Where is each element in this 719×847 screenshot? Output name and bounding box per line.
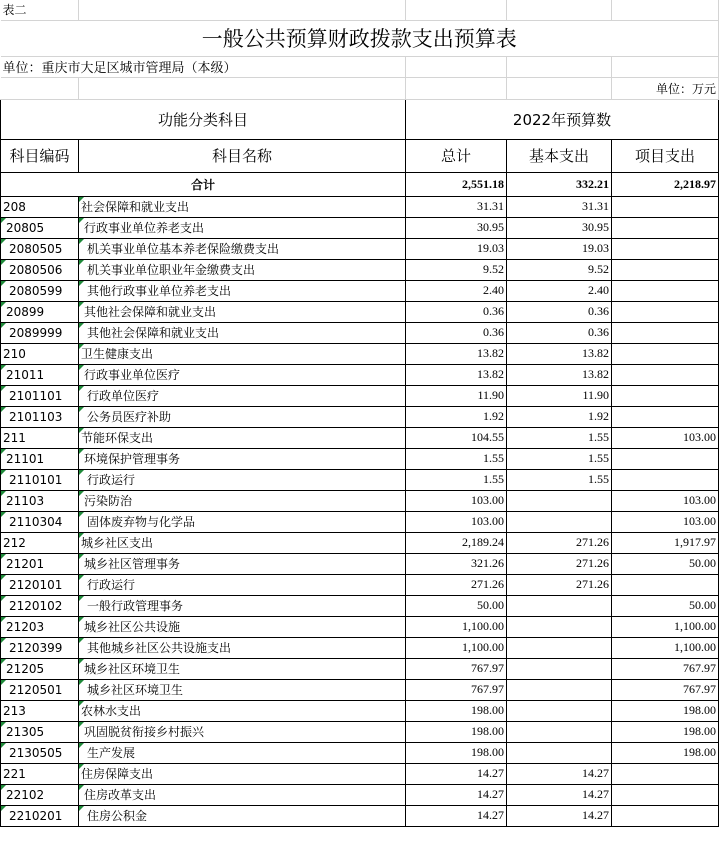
row-project[interactable]	[612, 238, 719, 259]
row-name[interactable]: 一般行政管理事务	[79, 595, 406, 616]
row-name[interactable]: 固体废弃物与化学品	[79, 511, 406, 532]
row-total[interactable]: 321.26	[406, 553, 507, 574]
row-name[interactable]: 城乡社区支出	[79, 532, 406, 553]
row-total[interactable]: 0.36	[406, 322, 507, 343]
row-project[interactable]	[612, 469, 719, 490]
table-row[interactable]	[1, 721, 719, 742]
row-project[interactable]: 50.00	[612, 595, 719, 616]
table-row[interactable]	[1, 259, 719, 280]
row-name[interactable]: 其他城乡社区公共设施支出	[79, 637, 406, 658]
row-basic[interactable]	[507, 679, 612, 700]
row-basic[interactable]: 1.55	[507, 469, 612, 490]
row-project[interactable]	[612, 259, 719, 280]
row-code[interactable]: 21201	[1, 553, 79, 574]
row-basic[interactable]: 13.82	[507, 364, 612, 385]
row-project[interactable]: 103.00	[612, 490, 719, 511]
row-code[interactable]: 2080599	[1, 280, 79, 301]
table-row[interactable]	[1, 742, 719, 763]
row-total[interactable]: 50.00	[406, 595, 507, 616]
row-project[interactable]: 767.97	[612, 679, 719, 700]
row-project[interactable]: 198.00	[612, 721, 719, 742]
row-project[interactable]	[612, 784, 719, 805]
row-code[interactable]: 210	[1, 343, 79, 364]
table-row[interactable]	[1, 679, 719, 700]
row-project[interactable]: 198.00	[612, 742, 719, 763]
table-row[interactable]	[1, 763, 719, 784]
row-total[interactable]: 103.00	[406, 490, 507, 511]
row-basic[interactable]: 9.52	[507, 259, 612, 280]
table-row[interactable]	[1, 553, 719, 574]
row-basic[interactable]: 0.36	[507, 301, 612, 322]
total-label[interactable]: 合计	[1, 172, 406, 196]
row-project[interactable]: 198.00	[612, 700, 719, 721]
row-project[interactable]	[612, 763, 719, 784]
row-code[interactable]: 2101103	[1, 406, 79, 427]
header-name[interactable]: 科目名称	[79, 139, 406, 172]
row-name[interactable]: 城乡社区环境卫生	[79, 679, 406, 700]
row-basic[interactable]	[507, 742, 612, 763]
row-code[interactable]: 21305	[1, 721, 79, 742]
row-code[interactable]: 20805	[1, 217, 79, 238]
table-row[interactable]	[1, 637, 719, 658]
row-basic[interactable]: 1.55	[507, 427, 612, 448]
row-project[interactable]: 50.00	[612, 553, 719, 574]
row-basic[interactable]: 0.36	[507, 322, 612, 343]
table-row[interactable]	[1, 364, 719, 385]
row-code[interactable]: 2101101	[1, 385, 79, 406]
row-name[interactable]: 巩固脱贫衔接乡村振兴	[79, 721, 406, 742]
row-code[interactable]: 2120399	[1, 637, 79, 658]
row-total[interactable]: 0.36	[406, 301, 507, 322]
row-project[interactable]	[612, 805, 719, 826]
row-code[interactable]: 208	[1, 196, 79, 217]
row-code[interactable]: 2080506	[1, 259, 79, 280]
row-code[interactable]: 21205	[1, 658, 79, 679]
table-row[interactable]	[1, 238, 719, 259]
row-name[interactable]: 农林水支出	[79, 700, 406, 721]
row-name[interactable]: 城乡社区公共设施	[79, 616, 406, 637]
table-row[interactable]	[1, 490, 719, 511]
row-basic[interactable]: 14.27	[507, 763, 612, 784]
row-project[interactable]: 1,100.00	[612, 616, 719, 637]
row-total[interactable]: 104.55	[406, 427, 507, 448]
row-total[interactable]: 1,100.00	[406, 616, 507, 637]
row-basic[interactable]	[507, 721, 612, 742]
row-code[interactable]: 2110101	[1, 469, 79, 490]
row-basic[interactable]: 1.55	[507, 448, 612, 469]
row-code[interactable]: 2110304	[1, 511, 79, 532]
table-row[interactable]	[1, 343, 719, 364]
row-total[interactable]: 14.27	[406, 763, 507, 784]
row-total[interactable]: 14.27	[406, 805, 507, 826]
row-total[interactable]: 13.82	[406, 364, 507, 385]
row-basic[interactable]: 11.90	[507, 385, 612, 406]
row-total[interactable]: 11.90	[406, 385, 507, 406]
row-project[interactable]	[612, 280, 719, 301]
row-total[interactable]: 767.97	[406, 658, 507, 679]
row-code[interactable]: 2120102	[1, 595, 79, 616]
row-basic[interactable]	[507, 700, 612, 721]
header-total[interactable]: 总计	[406, 139, 507, 172]
row-name[interactable]: 机关事业单位职业年金缴费支出	[79, 259, 406, 280]
table-row[interactable]	[1, 280, 719, 301]
header-project[interactable]: 项目支出	[612, 139, 719, 172]
row-total[interactable]: 14.27	[406, 784, 507, 805]
row-code[interactable]: 21011	[1, 364, 79, 385]
row-name[interactable]: 行政运行	[79, 574, 406, 595]
table-row[interactable]	[1, 658, 719, 679]
row-code[interactable]: 2080505	[1, 238, 79, 259]
row-code[interactable]: 21103	[1, 490, 79, 511]
row-basic[interactable]: 14.27	[507, 784, 612, 805]
table-row[interactable]	[1, 406, 719, 427]
row-basic[interactable]: 13.82	[507, 343, 612, 364]
row-name[interactable]: 城乡社区环境卫生	[79, 658, 406, 679]
row-code[interactable]: 22102	[1, 784, 79, 805]
row-code[interactable]: 2210201	[1, 805, 79, 826]
total-project[interactable]: 2,218.97	[612, 172, 719, 196]
header-code[interactable]: 科目编码	[1, 139, 79, 172]
row-project[interactable]	[612, 448, 719, 469]
row-name[interactable]: 行政事业单位医疗	[79, 364, 406, 385]
table-row[interactable]	[1, 196, 719, 217]
row-basic[interactable]	[507, 637, 612, 658]
row-project[interactable]	[612, 196, 719, 217]
row-code[interactable]: 221	[1, 763, 79, 784]
row-name[interactable]: 社会保障和就业支出	[79, 196, 406, 217]
header-budget-year[interactable]: 2022年预算数	[406, 99, 719, 139]
row-basic[interactable]: 1.92	[507, 406, 612, 427]
row-total[interactable]: 1,100.00	[406, 637, 507, 658]
row-total[interactable]: 103.00	[406, 511, 507, 532]
row-name[interactable]: 其他行政事业单位养老支出	[79, 280, 406, 301]
row-basic[interactable]: 19.03	[507, 238, 612, 259]
row-name[interactable]: 公务员医疗补助	[79, 406, 406, 427]
row-project[interactable]	[612, 322, 719, 343]
row-total[interactable]: 1.55	[406, 448, 507, 469]
row-name[interactable]: 生产发展	[79, 742, 406, 763]
table-row[interactable]	[1, 217, 719, 238]
row-code[interactable]: 2089999	[1, 322, 79, 343]
row-project[interactable]	[612, 406, 719, 427]
row-code[interactable]: 20899	[1, 301, 79, 322]
row-name[interactable]: 住房公积金	[79, 805, 406, 826]
row-name[interactable]: 行政运行	[79, 469, 406, 490]
total-row	[1, 172, 719, 196]
row-total[interactable]: 31.31	[406, 196, 507, 217]
total-basic[interactable]: 332.21	[507, 172, 612, 196]
table-row[interactable]	[1, 595, 719, 616]
row-total[interactable]: 198.00	[406, 742, 507, 763]
row-name[interactable]: 污染防治	[79, 490, 406, 511]
row-basic[interactable]: 14.27	[507, 805, 612, 826]
row-project[interactable]	[612, 343, 719, 364]
table-row[interactable]	[1, 385, 719, 406]
row-total[interactable]: 198.00	[406, 721, 507, 742]
header-basic[interactable]: 基本支出	[507, 139, 612, 172]
table-row[interactable]	[1, 469, 719, 490]
table-row[interactable]	[1, 511, 719, 532]
data-rows	[1, 196, 719, 826]
row-name[interactable]: 环境保护管理事务	[79, 448, 406, 469]
page-title[interactable]: 一般公共预算财政拨款支出预算表	[1, 20, 719, 56]
row-total[interactable]: 30.95	[406, 217, 507, 238]
sheet-label[interactable]: 表二	[1, 0, 79, 20]
row-code[interactable]: 2120501	[1, 679, 79, 700]
row-basic[interactable]: 2.40	[507, 280, 612, 301]
row-name[interactable]: 机关事业单位基本养老保险缴费支出	[79, 238, 406, 259]
row-total[interactable]: 19.03	[406, 238, 507, 259]
row-name[interactable]: 卫生健康支出	[79, 343, 406, 364]
row-total[interactable]: 198.00	[406, 700, 507, 721]
row-name[interactable]: 其他社会保障和就业支出	[79, 301, 406, 322]
row-total[interactable]: 271.26	[406, 574, 507, 595]
table-row[interactable]	[1, 427, 719, 448]
table-row[interactable]	[1, 616, 719, 637]
row-project[interactable]	[612, 301, 719, 322]
row-project[interactable]: 1,917.97	[612, 532, 719, 553]
table-row[interactable]	[1, 700, 719, 721]
row-basic[interactable]	[507, 595, 612, 616]
table-row[interactable]	[1, 448, 719, 469]
row-basic[interactable]	[507, 658, 612, 679]
row-basic[interactable]: 271.26	[507, 532, 612, 553]
table-row[interactable]	[1, 322, 719, 343]
row-project[interactable]	[612, 364, 719, 385]
table-row[interactable]	[1, 532, 719, 553]
unit-currency[interactable]: 单位：万元	[612, 77, 719, 99]
row-code[interactable]: 21101	[1, 448, 79, 469]
table-row[interactable]	[1, 805, 719, 826]
row-name[interactable]: 住房保障支出	[79, 763, 406, 784]
row-project[interactable]: 103.00	[612, 427, 719, 448]
row-total[interactable]: 2.40	[406, 280, 507, 301]
row-project[interactable]	[612, 385, 719, 406]
row-code[interactable]: 2130505	[1, 742, 79, 763]
table-row[interactable]	[1, 784, 719, 805]
row-name[interactable]: 其他社会保障和就业支出	[79, 322, 406, 343]
row-basic[interactable]: 31.31	[507, 196, 612, 217]
row-name[interactable]: 行政单位医疗	[79, 385, 406, 406]
total-total[interactable]: 2,551.18	[406, 172, 507, 196]
row-name[interactable]: 住房改革支出	[79, 784, 406, 805]
table-row[interactable]	[1, 301, 719, 322]
row-code[interactable]: 211	[1, 427, 79, 448]
row-total[interactable]: 13.82	[406, 343, 507, 364]
row-project[interactable]: 1,100.00	[612, 637, 719, 658]
row-total[interactable]: 9.52	[406, 259, 507, 280]
row-code[interactable]: 2120101	[1, 574, 79, 595]
row-total[interactable]: 767.97	[406, 679, 507, 700]
row-basic[interactable]: 271.26	[507, 574, 612, 595]
row-name[interactable]: 行政事业单位养老支出	[79, 217, 406, 238]
header-function-category[interactable]: 功能分类科目	[1, 99, 406, 139]
row-name[interactable]: 节能环保支出	[79, 427, 406, 448]
row-project[interactable]	[612, 217, 719, 238]
row-code[interactable]: 212	[1, 532, 79, 553]
row-total[interactable]: 2,189.24	[406, 532, 507, 553]
row-project[interactable]: 103.00	[612, 511, 719, 532]
row-project[interactable]	[612, 574, 719, 595]
row-code[interactable]: 213	[1, 700, 79, 721]
row-total[interactable]: 1.55	[406, 469, 507, 490]
row-basic[interactable]: 271.26	[507, 553, 612, 574]
row-basic[interactable]	[507, 616, 612, 637]
row-name[interactable]: 城乡社区管理事务	[79, 553, 406, 574]
table-row[interactable]	[1, 574, 719, 595]
row-basic[interactable]	[507, 490, 612, 511]
row-code[interactable]: 21203	[1, 616, 79, 637]
row-basic[interactable]: 30.95	[507, 217, 612, 238]
row-total[interactable]: 1.92	[406, 406, 507, 427]
row-project[interactable]: 767.97	[612, 658, 719, 679]
row-basic[interactable]	[507, 511, 612, 532]
unit-org[interactable]: 单位：重庆市大足区城市管理局（本级）	[1, 56, 406, 77]
